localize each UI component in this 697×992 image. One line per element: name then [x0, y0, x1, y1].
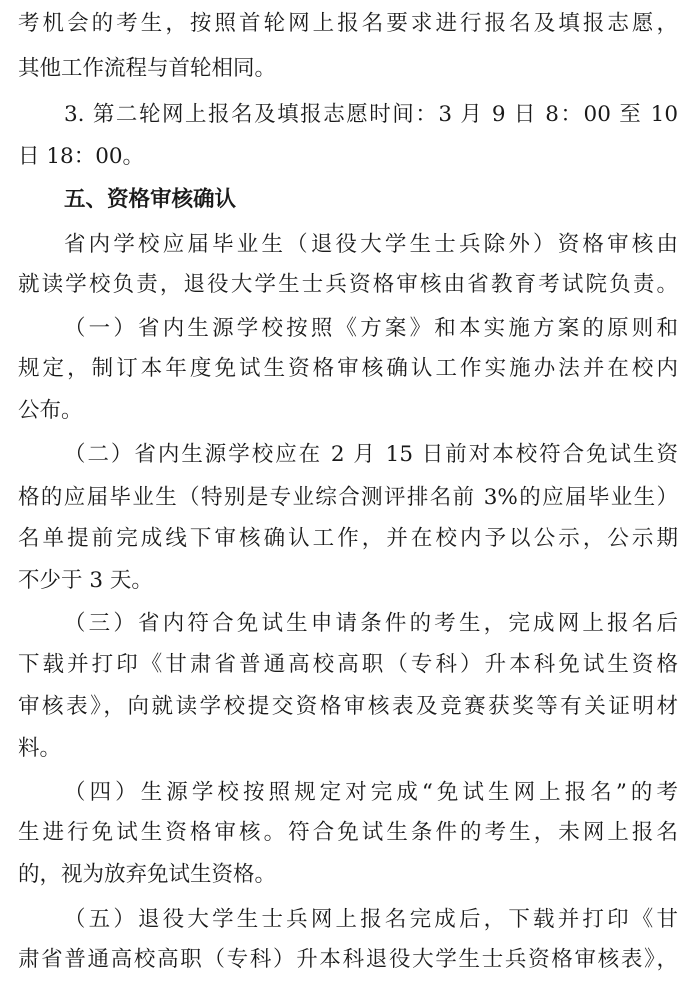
paragraph-line: 公布。	[18, 398, 83, 423]
paragraph-line: （五）退役大学生士兵网上报名完成后，下载并打印《甘	[64, 907, 678, 932]
paragraph-line: （二）省内生源学校应在 2 月 15 日前对本校符合免试生资	[64, 442, 678, 467]
paragraph-line: 规定，制订本年度免试生资格审核确认工作实施办法并在校内	[18, 356, 678, 381]
paragraph-line: 审核表》，向就读学校提交资格审核表及竞赛获奖等有关证明材	[18, 694, 678, 719]
paragraph-line: （四）生源学校按照规定对完成“免试生网上报名”的考	[64, 780, 678, 805]
paragraph-line: 肃省普通高校高职（专科）升本科退役大学生士兵资格审核表》，	[18, 947, 678, 972]
paragraph-line: 考机会的考生，按照首轮网上报名要求进行报名及填报志愿，	[18, 11, 678, 36]
paragraph-line: 3. 第二轮网上报名及填报志愿时间：3 月 9 日 8：00 至 10	[64, 102, 678, 127]
paragraph-line: 其他工作流程与首轮相同。	[18, 56, 277, 81]
paragraph-line: 的，视为放弃免试生资格。	[18, 862, 277, 887]
paragraph-line: 生进行免试生资格审核。符合免试生条件的考生，未网上报名	[18, 820, 678, 845]
paragraph-line: （一）省内生源学校按照《方案》和本实施方案的原则和	[64, 316, 678, 341]
paragraph-line: 下载并打印《甘肃省普通高校高职（专科）升本科免试生资格	[18, 652, 678, 677]
paragraph-line: 名单提前完成线下审核确认工作，并在校内予以公示，公示期	[18, 526, 678, 551]
paragraph-line: 不少于 3 天。	[18, 568, 153, 593]
paragraph-line: 就读学校负责，退役大学生士兵资格审核由省教育考试院负责。	[18, 272, 678, 297]
paragraph-line: （三）省内符合免试生申请条件的考生，完成网上报名后	[64, 611, 678, 636]
paragraph-line: 日 18：00。	[18, 144, 145, 169]
section-heading: 五、资格审核确认	[64, 187, 237, 212]
paragraph-line: 格的应届毕业生（特别是专业综合测评排名前 3%的应届毕业生）	[18, 485, 678, 510]
paragraph-line: 省内学校应届毕业生（退役大学生士兵除外）资格审核由	[64, 232, 678, 257]
paragraph-line: 料。	[18, 736, 62, 761]
